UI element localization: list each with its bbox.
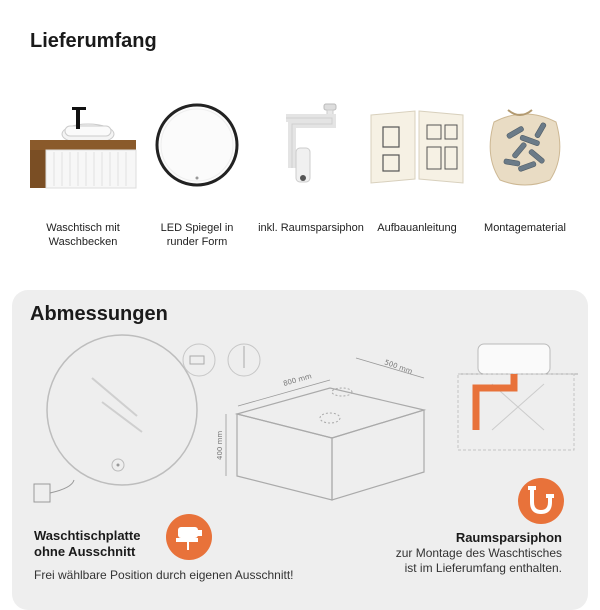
dimensions-title: Abmessungen — [30, 303, 168, 325]
height-dimension-label: 400 mm — [216, 430, 224, 460]
siphon-pipe — [476, 374, 514, 430]
item-label-line1: Aufbauanleitung — [377, 222, 457, 234]
page-title: Lieferumfang — [30, 30, 157, 52]
jigsaw-icon — [166, 514, 212, 560]
dimension-drawing — [12, 330, 588, 530]
delivery-items — [0, 95, 600, 265]
siphon-pipe-icon — [518, 478, 564, 524]
basin-outline — [478, 344, 550, 374]
depth-dimension-label: 500 mm — [383, 358, 414, 376]
item-label-line2: runder Form — [166, 236, 228, 248]
item-manual — [362, 95, 472, 235]
jigsaw-badge — [166, 514, 212, 560]
width-dimension-label: 800 mm — [282, 372, 313, 388]
feature-right-text: zur Montage des Waschtisches ist im Lieferumfang enthalten. — [395, 546, 562, 575]
manual-icon — [367, 105, 467, 185]
power-socket-icon — [34, 484, 50, 502]
item-label-line1: LED Spiegel in — [160, 222, 234, 234]
item-label-line2: Waschbecken — [48, 236, 118, 248]
vanity-unit-icon — [28, 100, 138, 190]
siphon-icon — [266, 98, 356, 193]
item-mirror — [142, 95, 252, 249]
feature-left-text: Frei wählbare Position durch eigenen Ausschnitt! — [34, 568, 294, 582]
feature-left-title: Waschtischplatte ohne Ausschnitt — [34, 528, 141, 559]
item-mounting-material — [470, 95, 580, 235]
item-label-line1: Waschtisch mit — [46, 222, 120, 234]
item-vanity — [28, 95, 138, 249]
item-label-line1: inkl. Raumsparsiphon — [258, 222, 364, 234]
screws-bag-icon — [480, 100, 570, 190]
item-label-line1: Montagematerial — [484, 222, 566, 234]
round-mirror-icon — [152, 100, 242, 190]
mirror-outline — [47, 335, 197, 485]
siphon-badge — [518, 478, 564, 524]
feature-right-title: Raumsparsiphon — [455, 530, 562, 545]
item-siphon — [256, 95, 366, 235]
